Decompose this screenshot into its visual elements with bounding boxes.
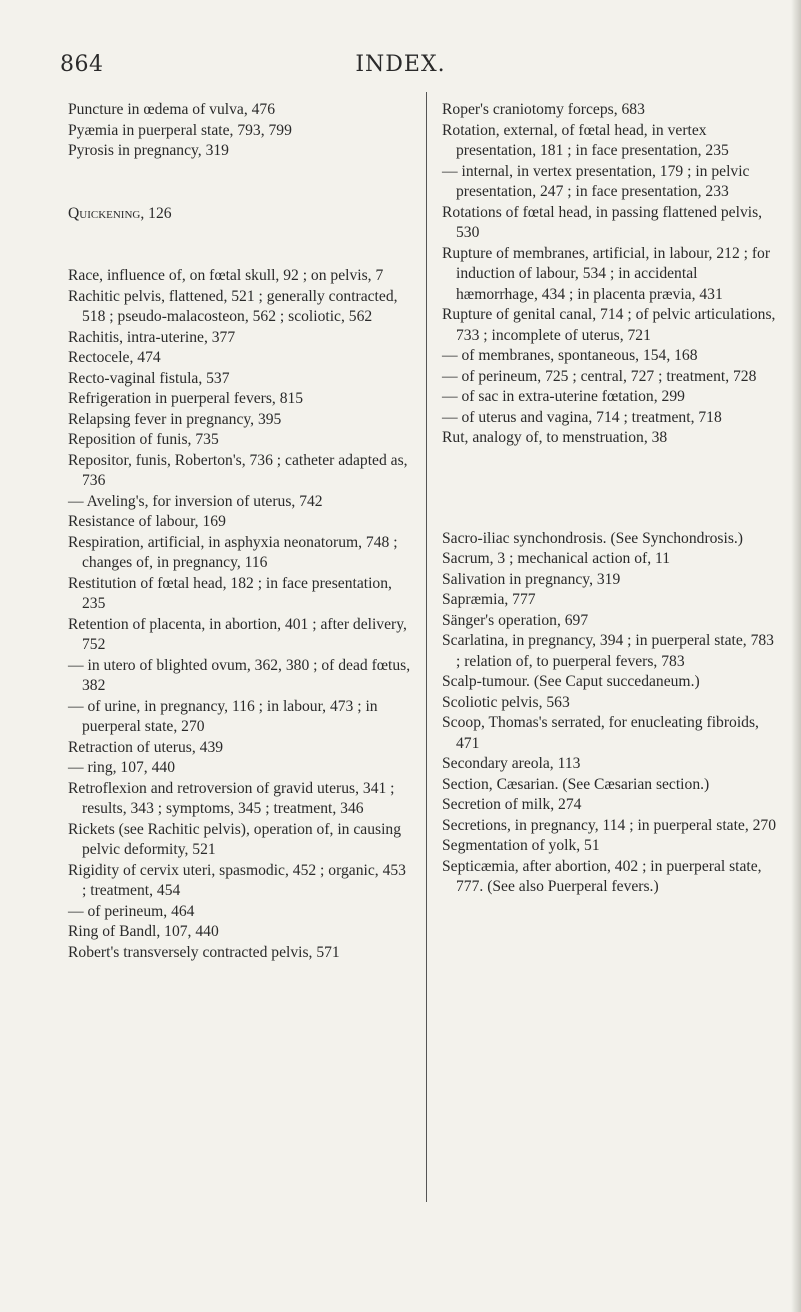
index-entry: Secretion of milk, 274	[442, 796, 582, 813]
index-entry: Sacrum, 3 ; mechanical action of, 11	[442, 550, 671, 567]
index-entry: Relapsing fever in pregnancy, 395	[68, 410, 282, 428]
index-entry: Sapræmia, 777	[442, 591, 536, 608]
index-entry: Secretions, in pregnancy, 114 ; in puerperal state, 270	[442, 816, 777, 834]
index-entry: Retroflexion and retroversion of gravid uterus, 341 ; results, 343 ; symptoms, 345 ; treatment, 346	[68, 779, 395, 817]
page-title: INDEX.	[355, 52, 446, 77]
index-entry: Salivation in pregnancy, 319	[442, 570, 621, 588]
index-entry: Rotations of fœtal head, in passing flattened pelvis, 530	[442, 203, 763, 241]
index-entry: Rupture of genital canal, 714 ; of pelvic articulations, 733 ; incomplete of uterus, 721	[442, 306, 776, 344]
index-entry: Rachitic pelvis, flattened, 521 ; generally contracted, 518 ; pseudo-malacosteon, 562 ; scoliotic, 562	[68, 287, 398, 325]
page-header	[0, 52, 801, 82]
index-entry: Roper's craniotomy forceps, 683	[442, 101, 645, 118]
index-entry: Repositor, funis, Roberton's, 736 ; catheter adapted as, 736	[68, 451, 408, 489]
index-entry: Retention of placenta, in abortion, 401 ; after delivery, 752	[68, 615, 407, 653]
index-entry: Segmentation of yolk, 51	[442, 837, 600, 854]
index-entry: Scarlatina, in pregnancy, 394 ; in puerperal state, 783 ; relation of, to puerperal fevers, 783	[442, 632, 774, 670]
index-entry: Rigidity of cervix uteri, spasmodic, 452 ; organic, 453 ; treatment, 454	[68, 861, 406, 899]
index-entry: Rotation, external, of fœtal head, in vertex presentation, 181 ; in face presentation, 235	[442, 121, 729, 159]
index-entry: Rickets (see Rachitic pelvis), operation of, in causing pelvic deformity, 521	[68, 820, 402, 858]
index-entry: Rut, analogy of, to menstruation, 38	[442, 429, 668, 446]
index-entry: Refrigeration in puerperal fevers, 815	[68, 390, 304, 407]
index-entry: Quickening, 126	[68, 204, 172, 222]
index-entry: — in utero of blighted ovum, 362, 380 ; of dead fœtus, 382	[68, 656, 411, 694]
index-entry: Pyrosis in pregnancy, 319	[68, 142, 229, 159]
index-entry: Reposition of funis, 735	[68, 431, 219, 448]
index-entry: Secondary areola, 113	[442, 755, 581, 772]
index-entry: Retraction of uterus, 439	[68, 738, 224, 756]
page-edge-shadow	[791, 0, 801, 1312]
page-number: 864	[60, 52, 104, 77]
index-entry: Puncture in œdema of vulva, 476	[68, 101, 276, 118]
index-entry: — internal, in vertex presentation, 179 ; in pelvic presentation, 247 ; in face presentation, 233	[442, 162, 750, 200]
index-entry: Race, influence of, on fœtal skull, 92 ; on pelvis, 7	[68, 267, 384, 284]
index-entry: Sänger's operation, 697	[442, 611, 589, 629]
index-entry: — of perineum, 725 ; central, 727 ; treatment, 728	[442, 367, 757, 385]
index-entry: Ring of Bandl, 107, 440	[68, 923, 219, 940]
right-column	[442, 100, 777, 898]
index-entry: — of urine, in pregnancy, 116 ; in labour, 473 ; in puerperal state, 270	[68, 697, 378, 735]
index-entry: Rupture of membranes, artificial, in labour, 212 ; for induction of labour, 534 ; in accidental hæmorrhage, 434 ; in placenta prævia, 431	[442, 244, 771, 303]
index-entry: Robert's transversely contracted pelvis, 571	[68, 943, 340, 961]
index-group-r	[68, 266, 413, 963]
index-entry: Septicæmia, after abortion, 402 ; in puerperal state, 777. (See also Puerperal fevers.)	[442, 857, 762, 895]
column-divider	[426, 92, 427, 1202]
index-entry: — of sac in extra-uterine fœtation, 299	[442, 388, 685, 405]
index-group-r-continued	[442, 100, 777, 449]
index-group-q	[68, 204, 413, 225]
index-entry: Rectocele, 474	[68, 349, 161, 366]
index-entry: Resistance of labour, 169	[68, 513, 226, 530]
index-entry: Sacro-iliac synchondrosis. (See Synchondrosis.)	[442, 529, 743, 547]
index-entry: Restitution of fœtal head, 182 ; in face presentation, 235	[68, 574, 392, 612]
index-group-p	[68, 100, 413, 162]
index-entry: — of uterus and vagina, 714 ; treatment, 718	[442, 408, 722, 426]
index-entry: — Aveling's, for inversion of uterus, 742	[68, 492, 323, 510]
index-entry: Scoop, Thomas's serrated, for enucleating fibroids, 471	[442, 714, 759, 752]
index-group-s	[442, 529, 777, 898]
index-entry: Scalp-tumour. (See Caput succedaneum.)	[442, 673, 700, 690]
index-entry: Rachitis, intra-uterine, 377	[68, 328, 236, 346]
index-entry: — of membranes, spontaneous, 154, 168	[442, 347, 698, 364]
index-entry: Section, Cæsarian. (See Cæsarian section.)	[442, 775, 710, 793]
index-entry: Recto-vaginal fistula, 537	[68, 369, 230, 387]
index-entry: Respiration, artificial, in asphyxia neonatorum, 748 ; changes of, in pregnancy, 116	[68, 533, 398, 571]
left-column	[68, 100, 413, 963]
index-entry: — of perineum, 464	[68, 902, 195, 920]
index-entry: Scoliotic pelvis, 563	[442, 693, 570, 711]
index-entry: — ring, 107, 440	[68, 759, 175, 776]
index-entry: Pyæmia in puerperal state, 793, 799	[68, 121, 292, 139]
